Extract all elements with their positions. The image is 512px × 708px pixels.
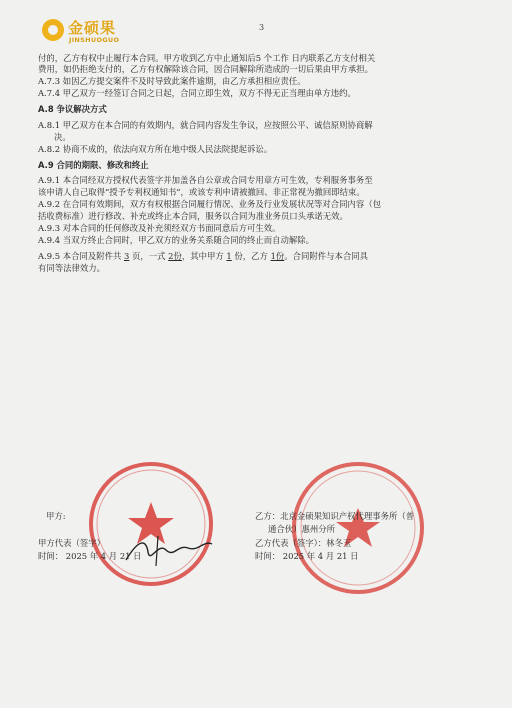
- text-line: 括收费标准）进行修改、补充或终止本合同，服务以合同为准业务员口头承诺无效。: [38, 211, 348, 221]
- party-a-seal: [85, 458, 217, 590]
- page-count: 3: [123, 251, 130, 261]
- party-a-copies: 1: [226, 251, 232, 261]
- text-line: A.9.4 当双方终止合同时，甲乙双方的业务关系随合同的终止而自动解除。: [38, 235, 314, 245]
- text-line: A.8.2 协商不成的，依法向双方所在地中级人民法院提起诉讼。: [38, 144, 273, 154]
- logo-name-cn: 金硕果: [68, 19, 117, 37]
- text-line: A.8.1 甲乙双方在本合同的有效期内，就合同内容发生争议，应按照公平、诚信原则协商解: [38, 120, 373, 130]
- section-heading: A.8 争议解决方式: [38, 104, 107, 114]
- text-line: 付的，乙方有权中止履行本合同。甲方收到乙方中止通知后5 个工作 日内联系乙方支付相关: [38, 53, 376, 63]
- party-b-representative: 乙方代表（签字）：林冬玉: [255, 538, 352, 548]
- logo-icon: [42, 19, 64, 41]
- party-b-date: 时间： 2025 年 4 月 21 日: [255, 551, 359, 561]
- text-line: A.9.2 在合同有效期间，双方有权根据合同履行情况、业务及行业发展状况等对合同内容（包: [38, 199, 381, 209]
- text-line: A.7.3 如因乙方提交案件不及时导致此案件逾期，由乙方承担相应责任。: [38, 76, 306, 86]
- section-heading: A.9 合同的期限、修改和终止: [38, 160, 149, 170]
- party-a-representative: 甲方代表（签字）: [38, 538, 105, 548]
- text-line: A.7.4 甲乙双方一经签订合同之日起，合同立即生效，双方不得无正当理由单方违约。: [38, 88, 356, 98]
- text-line: 有同等法律效力。: [38, 263, 105, 273]
- text-line: 决。: [54, 132, 71, 142]
- copy-count: 2份: [168, 251, 182, 261]
- logo-name-en: JINSHUOGUO: [69, 36, 120, 44]
- party-b-name-line2: 通合伙）惠州分所: [268, 524, 335, 534]
- text-line: A.9.3 对本合同的任何修改及补充须经双方书面同意后方可生效。: [38, 223, 281, 233]
- text-line: 费用，如仍拒绝支付的，乙方有权解除该合同，因合同解除所造成的一切后果由甲方承担。: [38, 64, 373, 74]
- text-line: A.9.5 本合同及附件共 3 页，一式 2份，其中甲方 1 份，乙方 1份。合同附件与本合同具: [38, 251, 369, 261]
- party-a-label: 甲方:: [46, 511, 66, 521]
- party-b-copies: 1份: [270, 251, 285, 261]
- text-line: 该申请人自己取得“授予专利权通知书”，或该专利申请被撤回、非正常视为撤回即结束。: [38, 187, 365, 197]
- party-a-date: 时间： 2025 年 4 月 21 日: [38, 551, 142, 561]
- page-number: 3: [259, 23, 265, 32]
- text-line: A.9.1 本合同经双方授权代表签字并加盖各自公章或合同专用章方可生效，专利服务事务至: [38, 175, 373, 185]
- party-b-name-line1: 乙方：北京金硕果知识产权代理事务所（普: [255, 511, 415, 521]
